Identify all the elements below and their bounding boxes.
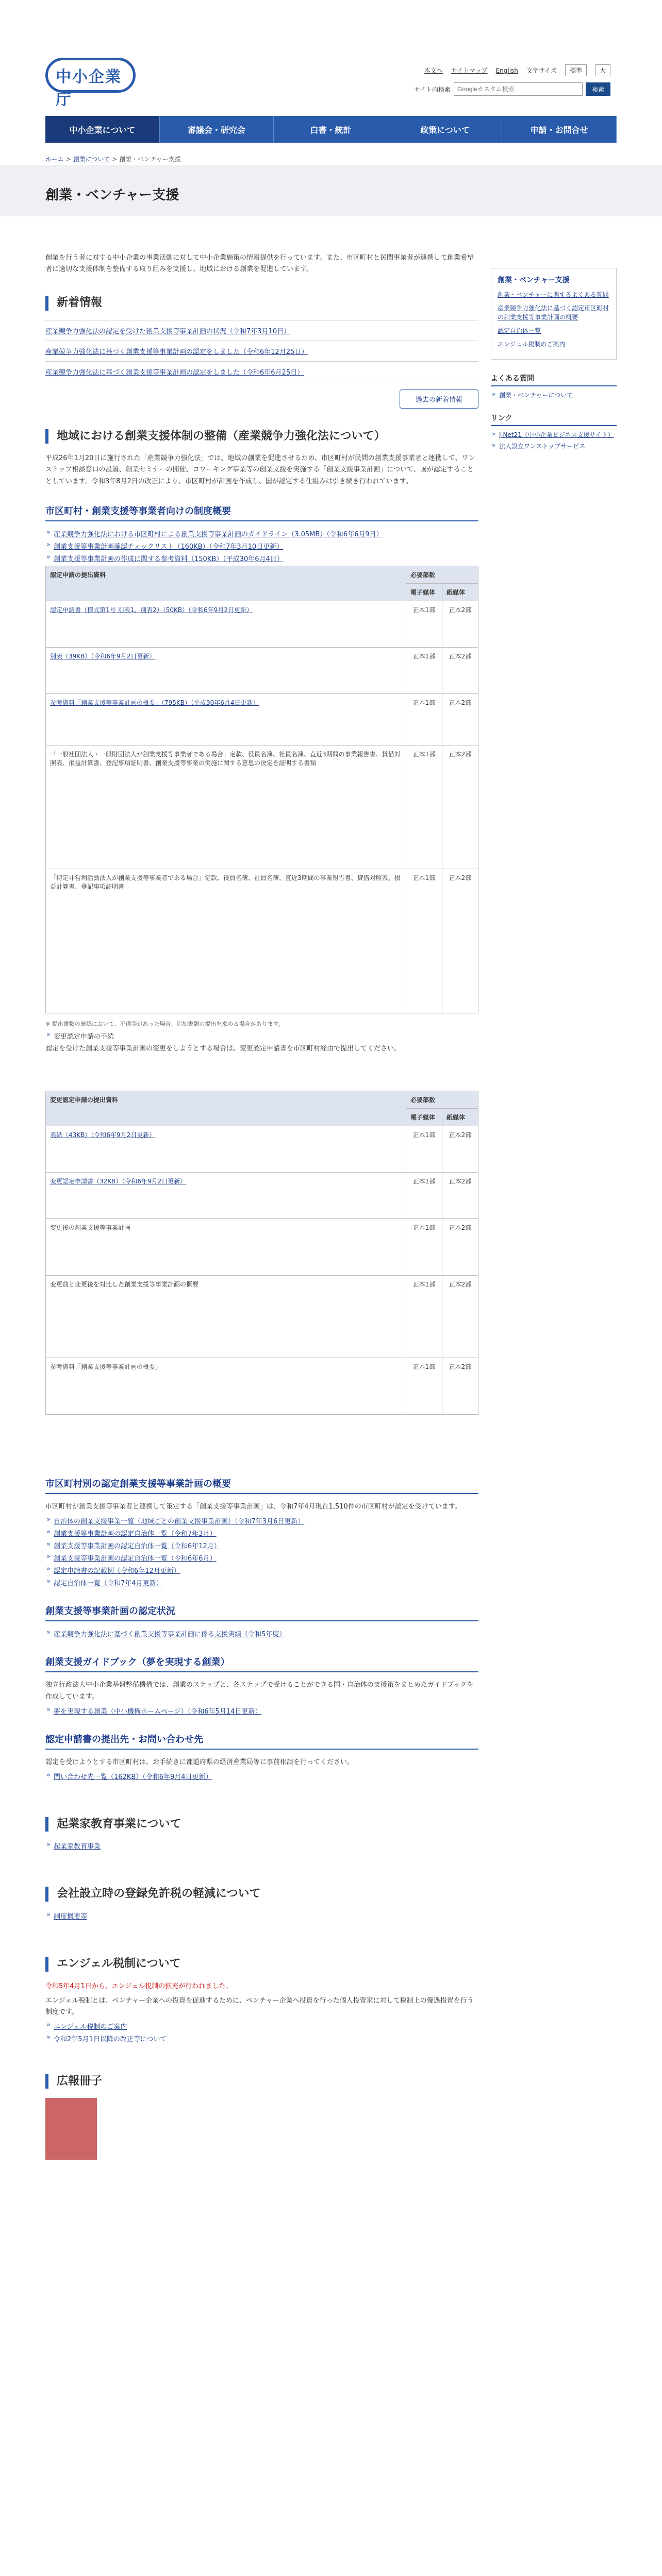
list-item: » 創業支援等事業計画の認定自治体一覧（令和6年12月） (54, 1540, 478, 1550)
list-item: » 認定自治体一覧（令和7年4月更新） (54, 1578, 478, 1587)
application-table (45, 566, 478, 1013)
table-header: 紙媒体 (442, 583, 478, 601)
sidebar-links-heading: リンク (491, 413, 617, 426)
table-header: 必要部数 (406, 566, 478, 583)
font-size-label: 文字サイズ (526, 67, 557, 74)
header (0, 0, 662, 109)
main-content (45, 252, 478, 2160)
breadcrumb: ホーム > 創業について > 創業・ベンチャー支援 (45, 156, 181, 163)
sub3-heading: 創業支援等事業計画の認定状況 (45, 1604, 478, 1621)
sec1-text: 平成26年1月20日に施行された「産業競争力強化法」では、地域の創業を促進させるため、市区町村が民間の創業支援事業者と連携して、ワンストップ相談窓口の設置、創業セミナーの開催、コワーキング事業等の創業支援を実施する「創業支援事業計画」について、国が認定することとしています。令和3年8月2日の改正により、市区町村が計画を作成し、国が認定する仕組みは引き続き行われています。 (45, 454, 475, 485)
sitemap-link[interactable]: サイトマップ (451, 67, 488, 74)
sub2-text: 市区町村が創業支援等事業者と連携して策定する「創業支援等事業計画」は、令和7年4月現在1,510件の市区町村が認定を受けています。 (45, 1503, 461, 1511)
sub5-links: » 問い合わせ先一覧（162KB）（令和6年9月4日更新） (45, 1771, 478, 1781)
sidebar-link[interactable]: 産業競争力強化法に基づく認定市区町村の創業支援等事業計画の概要 (498, 304, 609, 321)
table-note: ※ 提出書類の確認において、不備等があった場合、追加書類の提出を求める場合があります。 (45, 1020, 284, 1027)
brochure-image[interactable] (45, 2098, 97, 2160)
change-table (45, 1091, 478, 1415)
table-header: 紙媒体 (442, 1109, 478, 1126)
news-list (45, 320, 478, 382)
list-item: » 創業支援等事業計画の作成に関する参考資料（150KB）（平成30年6月4日） (54, 553, 478, 563)
breadcrumb-current: 創業・ベンチャー支援 (119, 156, 181, 163)
breadcrumb-section[interactable]: 創業について (73, 156, 110, 163)
sidebar-ext-link[interactable]: 法人設立ワンストップサービス (499, 443, 586, 450)
page-title: 創業・ベンチャー支援 (45, 188, 179, 203)
change-section (45, 1031, 478, 1041)
list-item: » 産業競争力強化法における市区町村による創業支援等事業計画のガイドライン（3.05MB）（令和6年6月9日） (54, 529, 478, 538)
news-item: 産業競争力強化法に基づく創業支援等事業計画の認定をしました（令和6年6月25日） (45, 362, 478, 382)
nav-about[interactable]: 中小企業について (45, 116, 160, 143)
nav-whitepaper[interactable]: 白書・統計 (274, 116, 388, 143)
sec5-heading: 広報冊子 (45, 2074, 478, 2089)
table-row: 参考資料「創業支援等事業計画の概要」 正本1部 正本2部 (46, 1358, 478, 1415)
table-header: 変更認定申請の提出資料 (46, 1091, 406, 1126)
sidebar-link[interactable]: 認定自治体一覧 (498, 327, 541, 334)
search-button[interactable]: 検索 (586, 82, 610, 96)
sub2-heading: 市区町村別の認定創業支援等事業計画の概要 (45, 1477, 478, 1494)
sidebar-link[interactable]: エンジェル税制のご案内 (498, 341, 566, 348)
sub1-heading: 市区町村・創業支援等事業者向けの制度概要 (45, 504, 478, 521)
english-link[interactable]: English (495, 66, 518, 74)
sub3-links: » 産業競争力強化法に基づく創業支援等事業計画に係る支援実績（令和5年度） (45, 1629, 478, 1638)
breadcrumb-home[interactable]: ホーム (45, 156, 64, 163)
nav-policy[interactable]: 政策について (388, 116, 503, 143)
page-header (0, 165, 662, 216)
main-nav (45, 116, 617, 143)
sidebar (491, 268, 617, 453)
table-row: 表紙（43KB）（令和6年9月2日更新） 正本1部 正本2部 (46, 1126, 478, 1173)
sec3-heading: 会社設立時の登録免許税の軽減について (45, 1887, 478, 1902)
list-item: » 自治体の創業支援事業一覧（地域ごとの創業支援事業計画）（令和7年3月6日更新） (54, 1516, 478, 1526)
change-text: 認定を受けた創業支援等事業計画の変更をしようとする場合は、変更認定申請書を市区町村経由で提出してください。 (45, 1045, 401, 1053)
sec2-heading: 起業家教育事業について (45, 1817, 478, 1832)
list-item: » 創業支援等事業計画の認定自治体一覧（令和6年6月） (54, 1553, 478, 1563)
sub1-links (45, 529, 478, 563)
list-item: » 創業支援等事業計画確認チェックリスト（160KB）（令和7年3月10日更新） (54, 541, 478, 551)
utility-nav (424, 64, 610, 76)
sidebar-box-title: 創業・ベンチャー支援 (498, 276, 570, 284)
table-row: 変更後の創業支援等事業計画 正本1部 正本2部 (46, 1219, 478, 1276)
sub4-links: » 夢を実現する創業（中小機構ホームページ）（令和6年5月14日更新） (45, 1706, 478, 1716)
sub4-heading: 創業支援ガイドブック（夢を実現する創業） (45, 1655, 478, 1672)
table-header: 必要部数 (406, 1091, 478, 1109)
table-header: 認定申請の提出資料 (46, 566, 406, 601)
list-item: » 創業支援等事業計画の認定自治体一覧（令和7年3月） (54, 1528, 478, 1538)
sec4-link[interactable]: 令和2年5月1日以降の改正等について (54, 2035, 167, 2043)
font-size-large-button[interactable]: 大 (595, 64, 610, 76)
search-input[interactable] (454, 82, 583, 96)
list-item: » 認定申請書の記載例（令和6年12月更新） (54, 1565, 478, 1575)
sub5-heading: 認定申請書の提出先・お問い合わせ先 (45, 1732, 478, 1750)
sec4-text: エンジェル税制とは、ベンチャー企業への投資を促進するために、ベンチャー企業へ投資を行った個人投資家に対して税制上の優遇措置を行う制度です。 (45, 1996, 474, 2016)
sub2-links (45, 1516, 478, 1587)
sec2-link[interactable]: 起業家教育事業 (54, 1843, 101, 1851)
news-more-button[interactable]: 過去の新着情報 (400, 389, 478, 409)
intro-text: 創業を行う者に対する中小企業の事業活動に対して中小企業施策の情報提供を行っています。また、市区町村と民間事業者が連携して創業希望者に適切な支援体制を整備する取り組みを支援し、地域における創業を促進しています。 (45, 254, 474, 274)
sidebar-link[interactable]: 創業・ベンチャーに関するよくある質問 (498, 291, 609, 298)
table-header: 電子媒体 (406, 1109, 442, 1126)
sidebar-faq-link[interactable]: 創業・ベンチャーについて (499, 392, 573, 399)
nav-application[interactable]: 申請・お問合せ (502, 116, 617, 143)
sec1-heading: 地域における創業支援体制の整備（産業競争力強化法について） (45, 429, 478, 444)
nav-council[interactable]: 審議会・研究会 (160, 116, 274, 143)
sec3-link[interactable]: 制度概要等 (54, 1912, 88, 1921)
table-row: 「一般社団法人・一般財団法人が創業支援等事業者である場合」定款、役員名簿、社員名簿、直近3期間の事業報告書、貸借対照表、損益計算書、登記事項証明書、創業支援等事業の実施に関する意思の決定を証明する書類 正本1部 正本2部 (46, 745, 478, 869)
sidebar-faq-heading: よくある質問 (491, 373, 617, 386)
site-logo[interactable]: 中小企業庁 (45, 58, 136, 93)
sec4-alert: 令和5年4月1日から、エンジェル税制の拡充が行われました。 (45, 1982, 233, 1990)
font-size-standard-button[interactable]: 標準 (565, 64, 587, 76)
sidebar-ext-link[interactable]: J-Net21（中小企業ビジネス支援サイト） (499, 431, 614, 438)
table-header: 電子媒体 (406, 583, 442, 601)
sub5-text: 認定を受けようとする市区町村は、お手続きに都道府県の経済産業局等に事前相談を行ってください。 (45, 1758, 354, 1766)
news-item: 産業競争力強化法に基づく創業支援等事業計画の認定をしました（令和6年12月25日） (45, 341, 478, 362)
table-row: 変更認定申請書（32KB）（令和6年9月2日更新） 正本1部 正本2部 (46, 1173, 478, 1219)
table-row: 変更前と変更後を対比した創業支援等事業計画の概要 正本1部 正本2部 (46, 1276, 478, 1358)
sub4-text: 独立行政法人中小企業基盤整備機構では、創業のステップと、各ステップで受けることができる国・自治体の支援策をまとめたガイドブックを作成しています。 (45, 1681, 474, 1701)
news-item: 産業競争力強化法の認定を受けた創業支援等事業計画の状況（令和7年3月10日） (45, 320, 478, 341)
sec4-link[interactable]: エンジェル税制のご案内 (54, 2023, 127, 2031)
sec4-heading: エンジェル税制について (45, 1957, 478, 1972)
table-row: 参考資料「創業支援等事業計画の概要」（795KB）（平成30年6月4日更新） 正本1部 正本2部 (46, 693, 478, 745)
table-row: 別表（39KB）（令和6年9月2日更新） 正本1部 正本2部 (46, 647, 478, 693)
change-heading: 変更認定申請の手続 (54, 1033, 114, 1041)
skip-link[interactable]: 本文へ (424, 67, 443, 74)
news-heading: 新着情報 (45, 296, 478, 311)
sidebar-box (491, 268, 617, 360)
search-bar (414, 82, 610, 96)
table-row: 認定申請書（様式第1号 別表1、別表2）（50KB）（令和6年9月2日更新） 正本1部 正本2部 (46, 601, 478, 647)
table-row: 「特定非営利活動法人が創業支援等事業者である場合」定款、役員名簿、社員名簿、直近3期間の事業報告書、貸借対照表、損益計算書、登記事項証明書 正本1部 正本2部 (46, 869, 478, 1013)
search-label: サイト内検索 (413, 86, 451, 93)
